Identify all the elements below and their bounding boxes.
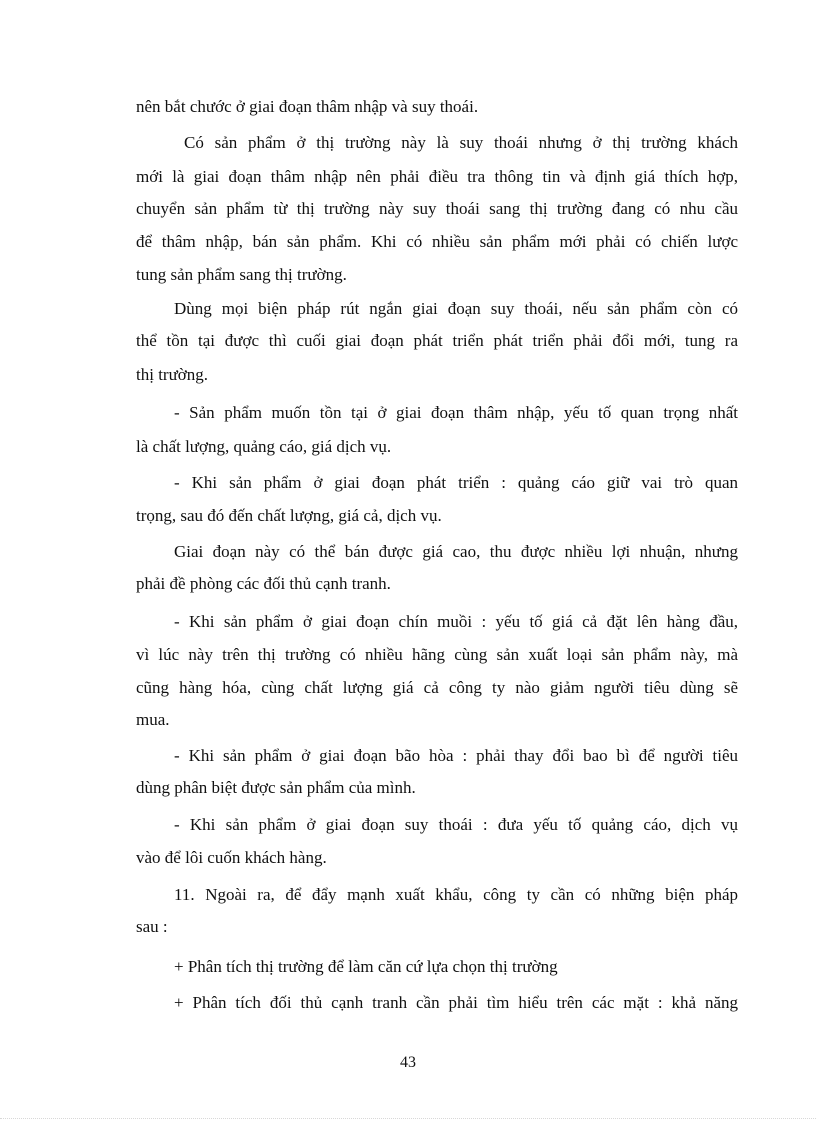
- text-line: Có sản phẩm ở thị trường này là suy thoái nhưng ở thị trường khách: [184, 133, 738, 152]
- text-line: nên bắt chước ở giai đoạn thâm nhập và suy thoái.: [136, 97, 479, 116]
- bullet-line: - Khi sản phẩm ở giai đoạn bão hòa : phải thay đổi bao bì để người tiêu: [174, 746, 738, 765]
- text-line: 11. Ngoài ra, để đẩy mạnh xuất khẩu, công ty cần có những biện pháp: [174, 885, 738, 904]
- page-edge-divider: [0, 1118, 816, 1119]
- text-line: là chất lượng, quảng cáo, giá dịch vụ.: [136, 437, 392, 456]
- bullet-line: - Khi sản phẩm ở giai đoạn chín muồi : yếu tố giá cả đặt lên hàng đầu,: [174, 612, 738, 631]
- page-number: 43: [400, 1054, 416, 1071]
- list-line: + Phân tích thị trường để làm căn cứ lựa chọn thị trường: [174, 957, 558, 976]
- text-line: trọng, sau đó đến chất lượng, giá cả, dịch vụ.: [136, 506, 442, 525]
- text-line: Dùng mọi biện pháp rút ngắn giai đoạn suy thoái, nếu sản phẩm còn có: [174, 299, 738, 318]
- text-line: sau :: [136, 917, 168, 936]
- text-line: vào để lôi cuốn khách hàng.: [136, 848, 327, 867]
- text-line: mua.: [136, 710, 170, 729]
- list-line: + Phân tích đối thủ cạnh tranh cần phải tìm hiểu trên các mặt : khả năng: [174, 993, 738, 1012]
- text-line: chuyển sản phẩm từ thị trường này suy thoái sang thị trường đang có nhu cầu: [136, 199, 738, 218]
- text-line: Giai đoạn này có thể bán được giá cao, thu được nhiều lợi nhuận, nhưng: [174, 542, 738, 561]
- text-line: để thâm nhập, bán sản phẩm. Khi có nhiều sản phẩm mới phải có chiến lược: [136, 232, 738, 251]
- text-line: tung sản phẩm sang thị trường.: [136, 265, 347, 284]
- text-line: vì lúc này trên thị trường có nhiều hãng cùng sản xuất loại sản phẩm này, mà: [136, 645, 738, 664]
- bullet-line: - Sản phẩm muốn tồn tại ở giai đoạn thâm nhập, yếu tố quan trọng nhất: [174, 403, 738, 422]
- text-line: mới là giai đoạn thâm nhập nên phải điều tra thông tin và định giá thích hợp,: [136, 167, 738, 186]
- text-line: thị trường.: [136, 365, 209, 384]
- bullet-line: - Khi sản phẩm ở giai đoạn suy thoái : đưa yếu tố quảng cáo, dịch vụ: [174, 815, 738, 834]
- text-line: cũng hàng hóa, cùng chất lượng giá cả công ty nào giảm người tiêu dùng sẽ: [136, 678, 738, 697]
- bullet-line: - Khi sản phẩm ở giai đoạn phát triển : quảng cáo giữ vai trò quan: [174, 473, 738, 492]
- text-line: thể tồn tại được thì cuối giai đoạn phát triển phát triển phải đổi mới, tung ra: [136, 331, 738, 350]
- text-line: phải đề phòng các đối thủ cạnh tranh.: [136, 574, 391, 593]
- text-line: dùng phân biệt được sản phẩm của mình.: [136, 778, 416, 797]
